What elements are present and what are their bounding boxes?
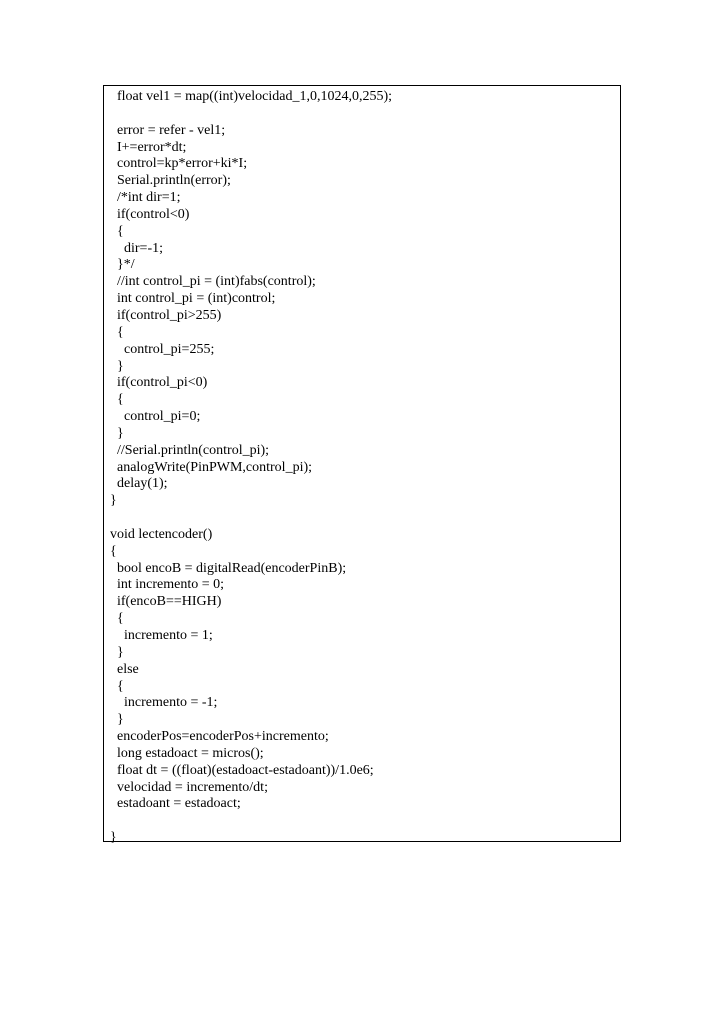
code-line: dir=-1; xyxy=(110,240,163,256)
code-line: { xyxy=(110,678,124,694)
code-line: long estadoact = micros(); xyxy=(110,745,264,761)
code-line xyxy=(110,106,614,123)
code-line: } xyxy=(110,425,124,441)
code-line: control=kp*error+ki*I; xyxy=(110,156,248,172)
code-line: { xyxy=(110,543,117,559)
code-line: I+=error*dt; xyxy=(110,139,187,155)
code-line: } xyxy=(110,493,117,509)
code-line: bool encoB = digitalRead(encoderPinB); xyxy=(110,560,347,576)
code-line: //Serial.println(control_pi); xyxy=(110,442,270,458)
code-line: velocidad = incremento/dt; xyxy=(110,779,268,795)
code-listing-frame xyxy=(103,85,621,846)
code-line: int control_pi = (int)control; xyxy=(110,291,276,307)
code-line: estadoant = estadoact; xyxy=(110,796,241,812)
code-line: { xyxy=(110,392,124,408)
code-line: control_pi=0; xyxy=(110,409,201,425)
code-line: int incremento = 0; xyxy=(110,577,225,593)
code-line: analogWrite(PinPWM,control_pi); xyxy=(110,459,313,475)
code-line: } xyxy=(110,644,124,660)
code-line xyxy=(110,510,614,527)
code-line: control_pi=255; xyxy=(110,341,215,357)
code-line: Serial.println(error); xyxy=(110,173,231,189)
code-line: encoderPos=encoderPos+incremento; xyxy=(110,729,329,745)
code-line: error = refer - vel1; xyxy=(110,122,226,138)
code-line: else xyxy=(110,661,139,677)
code-line: incremento = -1; xyxy=(110,695,218,711)
code-line: } xyxy=(110,358,124,374)
code-line: if(control<0) xyxy=(110,206,190,222)
code-line: { xyxy=(110,324,124,340)
code-line: { xyxy=(110,611,124,627)
code-listing xyxy=(110,89,614,847)
code-line: }*/ xyxy=(110,257,135,273)
code-line: incremento = 1; xyxy=(110,628,213,643)
code-line: /*int dir=1; xyxy=(110,190,181,206)
code-line: { xyxy=(110,223,124,239)
code-line xyxy=(110,813,614,830)
code-line: if(control_pi>255) xyxy=(110,307,222,323)
code-line: } xyxy=(110,712,124,728)
code-line: } xyxy=(110,830,117,846)
code-line: float vel1 = map((int)velocidad_1,0,1024,0,255); xyxy=(110,89,392,104)
code-line: delay(1); xyxy=(110,476,168,492)
code-line: if(control_pi<0) xyxy=(110,375,208,391)
code-line: void lectencoder() xyxy=(110,526,213,542)
code-line: if(encoB==HIGH) xyxy=(110,594,222,610)
code-line: float dt = ((float)(estadoact-estadoant))/1.0e6; xyxy=(110,762,374,778)
code-line: //int control_pi = (int)fabs(control); xyxy=(110,274,316,290)
